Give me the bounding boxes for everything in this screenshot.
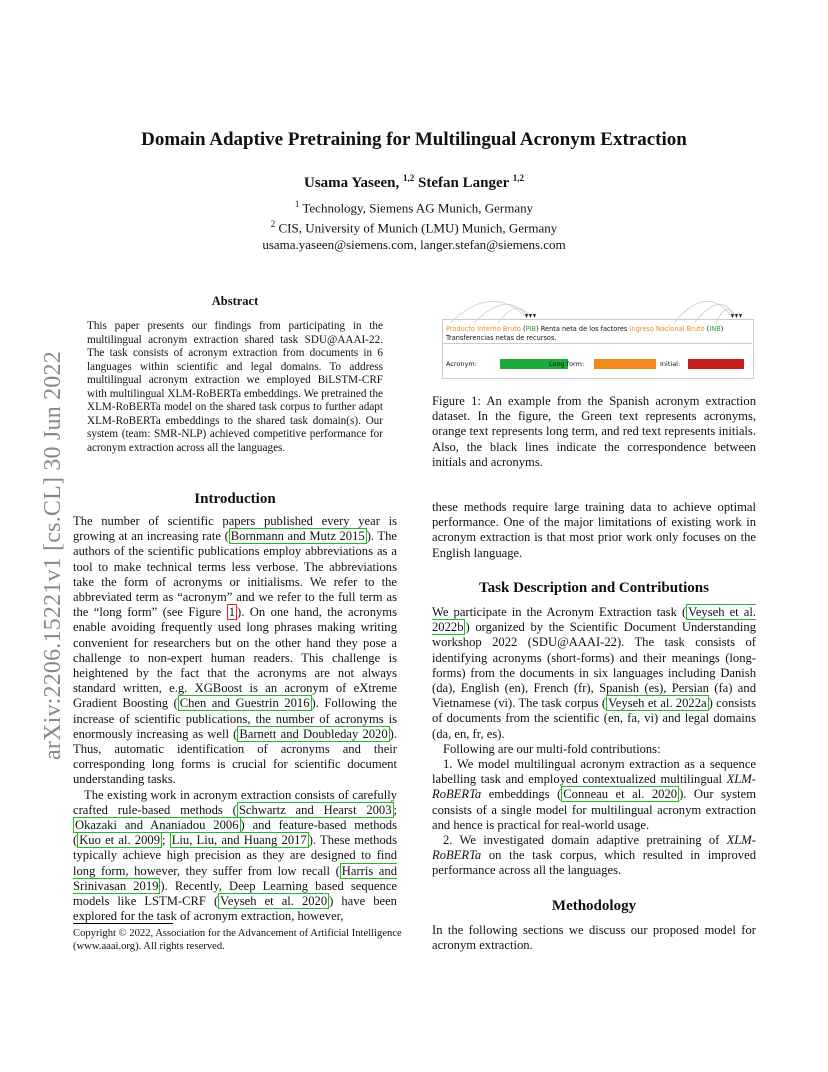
long-form-token: Bruto <box>686 325 705 333</box>
figure-ref-link[interactable]: 1 <box>228 605 235 620</box>
long-form-token: Bruto <box>502 325 521 333</box>
task-heading: Task Description and Contributions <box>479 580 709 596</box>
legend-divider <box>442 343 752 344</box>
long-form-token: Nacional <box>655 325 685 333</box>
citation-link[interactable]: Veyseh et al. 2020 <box>220 894 328 909</box>
author-2-affil: 1,2 <box>512 173 524 183</box>
task-body <box>432 605 756 879</box>
introduction-body <box>73 514 397 924</box>
citation-link[interactable]: Veyseh et al. 2022a <box>608 696 707 711</box>
long-form-token: Producto <box>446 325 476 333</box>
contribution-2: 2. We investigated domain adaptive pretraining of XLM-RoBERTa on the task corpus, which resulted in improved performance across all the languages. <box>432 833 756 878</box>
contributions-intro: Following are our multi-fold contributions: <box>443 741 661 756</box>
long-form-token: Ingreso <box>629 325 654 333</box>
intro-paragraph-2: The existing work in acronym extraction consists of carefully crafted rule-based methods ( Schwartz and Hearst 2003 ; Okazaki and Ananiadou 2006 ) and feature-based methods ( Kuo et al. 2009 ; Liu, Liu, and Huang 2017 ). These methods typically achieve high precision as they are designed to find long form, however, they suffer from low recall ( Harris and Srinivasan 2019 ). Recently, Deep Learning based sequence models like LSTM-CRF ( Veyseh et al. 2020 ) have been explored for the task of acronym extraction, however, <box>73 787 398 924</box>
citation-link[interactable]: Conneau et al. 2020 <box>563 787 678 802</box>
arxiv-watermark <box>16 300 66 760</box>
intro-continued: these methods require large training data to achieve optimal performance. One of the major limitations of existing work in acronym extraction is that most prior work only focuses on the English language. <box>432 500 756 560</box>
author-2: Stefan Langer <box>418 175 509 191</box>
author-1: Usama Yaseen, <box>303 175 400 191</box>
figure-caption: Figure 1: An example from the Spanish acronym extraction dataset. In the figure, the Green text represents acronyms, orange text represents long term, and red text represents initials. Also, the black lines indicate the correspondence between initials and acronyms. <box>432 394 756 469</box>
abstract-heading: Abstract <box>211 294 259 308</box>
citation-link[interactable]: Barnett and Doubleday 2020 <box>239 726 388 741</box>
methodology-body: In the following sections we discuss our proposed model for acronym extraction. <box>432 923 756 953</box>
authors <box>0 173 828 192</box>
citation-link[interactable]: Okazaki and Ananiadou 2006 <box>75 818 239 833</box>
legend-initial-swatch <box>688 359 744 369</box>
author-1-affil: 1,2 <box>403 173 415 183</box>
acronym-token: PIB <box>525 325 537 333</box>
acronym-token: INB <box>709 325 721 333</box>
legend-long-form-swatch <box>594 359 656 369</box>
arxiv-id: arXiv:2206.15221v1 [cs.CL] 30 Jun 2022 <box>40 351 66 760</box>
affil-1: Technology, Siemens AG Munich, Germany <box>302 200 534 216</box>
introduction-heading: Introduction <box>194 491 276 507</box>
citation-link[interactable]: Kuo et al. 2009 <box>79 833 160 848</box>
intro-paragraph-1: The number of scientific papers published every year is growing at an increasing rate ( Bornmann and Mutz 2015 ). The authors of the scientific publications employ abbreviations as a tool to make technical terms less verbose. The abbreviations take the form of acronyms or initialisms. We refer to the abbreviated term as “acronym” and we refer to the full term as the “long form” (see Figure 1 ). On one hand, the acronyms enable avoiding frequently used long phrases making writing convenient for researchers but on the other hand they pose a challenge to non-expert human readers. This challenge is heightened by the fact that the acronyms are not always standard written, e.g. XGBoost is an acronym of eXtreme Gradient Boosting ( Chen and Guestrin 2016 ). Following the increase of scientific publications, the number of acronyms is enormously increasing as well ( Barnett and Doubleday 2020 ). Thus, automatic identification of acronyms and their corresponding long forms is crucial for scientific document understanding tasks. <box>73 514 397 787</box>
legend-acronym-label: Acronym: <box>446 360 477 368</box>
affil-2-num: 2 <box>270 219 276 230</box>
copyright-footnote: Copyright © 2022, Association for the Advancement of Artificial Intelligence (www.aaai.org). All rights reserved. <box>73 928 402 952</box>
paper-title: Domain Adaptive Pretraining for Multilingual Acronym Extraction <box>141 129 687 150</box>
long-form-token: Interno <box>477 325 501 333</box>
legend-long-form-label: Long form: <box>549 360 585 368</box>
citation-link[interactable]: Harris and Srinivasan 2019 <box>73 863 397 893</box>
affiliations <box>0 196 828 253</box>
author-emails: usama.yaseen@siemens.com, langer.stefan@siemens.com <box>262 236 566 252</box>
citation-link[interactable]: Veyseh et al. 2022b <box>432 605 756 635</box>
methodology-heading: Methodology <box>551 898 637 914</box>
citation-link[interactable]: Liu, Liu, and Huang 2017 <box>171 833 307 848</box>
citation-link[interactable]: Chen and Guestrin 2016 <box>179 696 310 711</box>
affil-1-num: 1 <box>294 199 300 209</box>
figure-example-text: Producto Interno Bruto (PIB) Renta neta de los factores Ingreso Nacional Bruto (INB) Transferencias netas de recursos. <box>446 325 756 343</box>
figure-example-line-2: Transferencias netas de recursos. <box>446 334 557 342</box>
abstract-text: This paper presents our findings from participating in the multilingual acronym extraction shared task SDU@AAAI-22. The task consists of acronym extraction from documents in 6 languages within scientific and legal domains. To address multilingual acronym extraction we employed BiLSTM-CRF with multilingual XLM-RoBERTa embeddings. We pretrained the XLM-RoBERTa model on the shared task corpus to further adapt XLM-RoBERTa embeddings to the shared task domain(s). Our system (team: SMR-NLP) achieved competitive performance for acronym extraction across all the languages. <box>87 320 383 454</box>
citation-link[interactable]: Schwartz and Hearst 2003 <box>238 802 392 817</box>
contribution-1: 1. We model multilingual acronym extraction as a sequence labelling task and employed contextualized multilingual XLM-RoBERTa embeddings ( Conneau et al. 2020 ). Our system consists of a single model for multilingual acronym extraction and hence is practical for real-world usage. <box>432 757 756 832</box>
citation-link[interactable]: Bornmann and Mutz 2015 <box>230 529 365 544</box>
footnote-rule <box>73 923 173 924</box>
legend-initial-label: Initial: <box>660 360 681 368</box>
task-paragraph: We participate in the Acronym Extraction task ( Veyseh et al. 2022b ) organized by the Scientific Document Understanding workshop 2022 (SDU@AAAI-22). The task consists of identifying acronyms (short-forms) and their meanings (long-forms) from the documents in six languages including Danish (da), English (en), French (fr), Spanish (es), Persian (fa) and Vietnamese (vi). The task corpus ( Veyseh et al. 2022a ) consists of documents from the scientific (en, fa, vi) and legal domains (da, en, fr, es). <box>432 605 757 741</box>
affil-2: CIS, University of Munich (LMU) Munich, Germany <box>278 220 558 236</box>
figure-1 <box>432 283 756 383</box>
